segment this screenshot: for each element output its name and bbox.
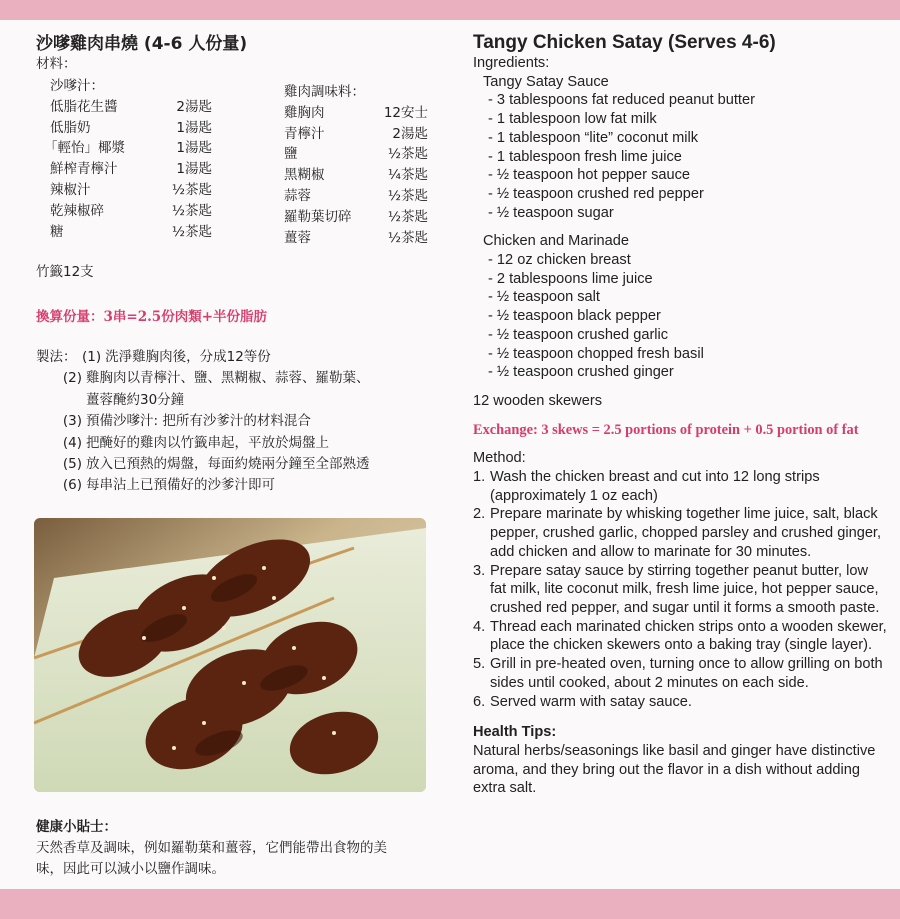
list-item: 青檸汁 2湯匙 bbox=[284, 125, 428, 142]
list-item: 糖 ½茶匙 bbox=[50, 223, 212, 240]
list-item: 乾辣椒碎 ½茶匙 bbox=[50, 202, 212, 219]
list-item: 羅勒葉切碎 ½茶匙 bbox=[284, 208, 428, 225]
method-step: (3) 預備沙嗲汁: 把所有沙爹汁的材料混合 bbox=[62, 413, 311, 430]
english-ingredients-label: Ingredients: bbox=[473, 55, 550, 71]
list-item: - ½ teaspoon black pepper bbox=[488, 308, 661, 325]
english-health-heading: Health Tips: bbox=[473, 724, 557, 741]
method-step: 製法： (1) 洗淨雞胸肉後，分成12等份 bbox=[36, 349, 271, 365]
list-item: - 1 tablespoon “lite” coconut milk bbox=[488, 129, 699, 146]
list-item: 鮮榨青檸汁 1湯匙 bbox=[50, 161, 212, 178]
english-health-text: Natural herbs/seasonings like basil and ginger have distinctive aroma, and they bring out the flavor in a dish without adding extra salt. bbox=[473, 742, 876, 797]
method-step: 2. Prepare marinate by whisking together lime juice, salt, black pepper, crushed garlic, chopped parsley and crushed ginger, add chicken and allow to marinate for 30 minutes. bbox=[473, 506, 882, 560]
chinese-recipe bbox=[36, 34, 456, 494]
chinese-marinade-list bbox=[284, 82, 428, 248]
chinese-sauce-heading: 沙嗲汁： bbox=[50, 78, 104, 94]
english-marinade-heading: Chicken and Marinade bbox=[483, 233, 630, 250]
chinese-health-tips bbox=[36, 817, 446, 880]
list-item: 「輕怡」椰漿 1湯匙 bbox=[44, 140, 212, 157]
chicken-satay-photo bbox=[34, 518, 426, 792]
list-item: - 3 tablespoons fat reduced peanut butter bbox=[488, 92, 755, 109]
method-step: 4. Thread each marinated chicken strips onto a wooden skewer, place the chicken skewers onto a baking tray (single layer). bbox=[473, 618, 887, 654]
list-item: 薑蓉 ½茶匙 bbox=[284, 229, 428, 246]
english-exchange: Exchange: 3 skews = 2.5 portions of protein + 0.5 portion of fat bbox=[473, 421, 859, 438]
method-step: (4) 把醃好的雞肉以竹籤串起，平放於焗盤上 bbox=[62, 434, 329, 451]
method-step: 5. Grill in pre-heated oven, turning once to allow grilling on both sides until cooked, about 2 minutes on each side. bbox=[473, 656, 883, 691]
list-item: - ½ teaspoon crushed ginger bbox=[488, 364, 674, 381]
method-step: 6. Served warm with satay sauce. bbox=[473, 693, 692, 710]
list-item: - 2 tablespoons lime juice bbox=[488, 270, 653, 287]
list-item: 低脂花生醬 2湯匙 bbox=[50, 98, 212, 115]
chinese-title: 沙嗲雞肉串燒 (4-6 人份量) bbox=[36, 34, 248, 54]
list-item: - 1 tablespoon fresh lime juice bbox=[488, 148, 682, 165]
method-step: 薑蓉醃約30分鐘 bbox=[86, 391, 185, 408]
list-item: - ½ teaspoon crushed red pepper bbox=[488, 185, 704, 202]
english-method bbox=[473, 468, 888, 711]
english-skewers: 12 wooden skewers bbox=[473, 392, 602, 409]
list-item: - ½ teaspoon salt bbox=[488, 289, 600, 306]
list-item: 鹽 ½茶匙 bbox=[284, 146, 428, 163]
method-step: (2) 雞胸肉以青檸汁、鹽、黑糊椒、蒜蓉、羅勒葉、 bbox=[62, 370, 370, 387]
english-recipe bbox=[473, 32, 888, 798]
method-step: 3. Prepare satay sauce by stirring together peanut butter, low fat milk, lite coconut milk, fresh lime juice, hot pepper sauce, crushed red pepper, and sugar until it forms a smooth paste. bbox=[473, 562, 880, 616]
english-body bbox=[473, 54, 888, 798]
chinese-skewers: 竹籤12支 bbox=[36, 264, 94, 280]
english-sauce-heading: Tangy Satay Sauce bbox=[483, 73, 609, 90]
bottom-pink-band bbox=[0, 889, 900, 919]
english-method-label: Method: bbox=[473, 450, 526, 467]
english-title: Tangy Chicken Satay (Serves 4-6) bbox=[473, 32, 776, 53]
chinese-exchange: 換算份量：3串=2.5份肉類+半份脂肪 bbox=[36, 309, 268, 325]
list-item: - ½ teaspoon sugar bbox=[488, 204, 614, 221]
list-item: - 12 oz chicken breast bbox=[488, 252, 631, 269]
list-item: 黑糊椒 ¼茶匙 bbox=[284, 167, 428, 184]
chinese-tips-line: 味，因此可以減小以鹽作調味。 bbox=[36, 861, 225, 877]
list-item: - 1 tablespoon low fat milk bbox=[488, 111, 657, 128]
chinese-method bbox=[36, 347, 370, 497]
list-item: - ½ teaspoon hot pepper sauce bbox=[488, 167, 691, 184]
list-item: 雞胸肉 12安士 bbox=[284, 104, 428, 121]
method-step: (6) 每串沾上已預備好的沙爹汁即可 bbox=[62, 477, 275, 494]
chinese-marinade-heading: 雞肉調味料： bbox=[284, 84, 365, 100]
chinese-ingredients-label: 材料： bbox=[36, 56, 77, 72]
list-item: 蒜蓉 ½茶匙 bbox=[284, 187, 428, 204]
method-step: (5) 放入已預熱的焗盤，每面約燒兩分鐘至全部熟透 bbox=[62, 456, 370, 473]
chinese-tips-heading: 健康小貼士： bbox=[36, 819, 117, 835]
list-item: - ½ teaspoon chopped fresh basil bbox=[488, 345, 704, 362]
list-item: 低脂奶 1湯匙 bbox=[50, 119, 212, 136]
chinese-tips-line: 天然香草及調味，例如羅勒葉和薑蓉，它們能帶出食物的美 bbox=[36, 840, 387, 856]
chinese-sauce-list bbox=[44, 76, 212, 242]
method-step: 1. Wash the chicken breast and cut into 12 long strips (approximately 1 oz each) bbox=[473, 469, 820, 504]
list-item: 辣椒汁 ½茶匙 bbox=[50, 181, 212, 198]
top-pink-band bbox=[0, 0, 900, 20]
list-item: - ½ teaspoon crushed garlic bbox=[488, 326, 669, 343]
